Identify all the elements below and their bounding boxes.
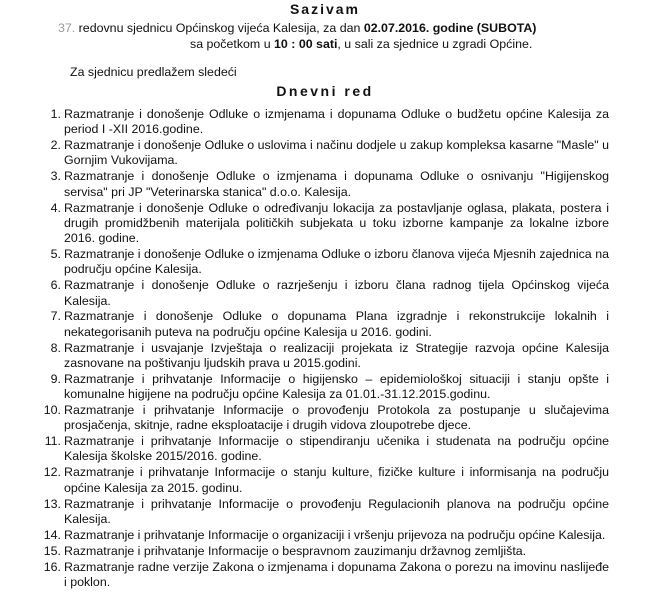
agenda-item-number: 15. [43, 543, 61, 558]
agenda-item-text: Razmatranje i donošenje Odluke o određivanju lokacija za postavljanje oglasa, plakata, postera i drugih promidžbenih materijala političkih subjekata u toku izborne kampanje za lokalne izbore 2016. godine. [64, 200, 609, 246]
agenda-item-text: Razmatranje i prihvatanje Informacije o bespravnom zauzimanju državnog zemljišta. [64, 543, 527, 558]
document-title: Sazivam [289, 1, 361, 17]
agenda-item-number: 2. [50, 138, 61, 153]
agenda-item-text: Razmatranje radne verzije Zakona o izmjenama i dopunama Zakona o porezu na imovinu naslijeđe i poklon. [64, 559, 609, 589]
agenda-title: Dnevni red [276, 83, 374, 99]
agenda-item-text: Razmatranje i donošenje Odluke o razrješenju i izboru člana radnog tijela Općinskog vijeća Kalesija. [64, 278, 609, 308]
agenda-item-text: Razmatranje i prihvatanje Informacije o provođenju Protokola za postupanje u slučajevima prosjačenja, skitnje, radne eksploatacije i drugih vidova zloupotrebe djece. [64, 402, 609, 433]
agenda-item-number: 8. [50, 340, 61, 355]
agenda-item-text: Razmatranje i usvajanje Izvještaja o realizaciji projekata iz Strategije razvoja općine Kalesija zasnovane na poštivanju ljudskih prava u 2015.godini. [64, 340, 609, 370]
agenda-item [0, 497, 609, 528]
agenda-item [0, 341, 609, 372]
session-location: , u sali za sjednice u zgradi Općine. [337, 37, 533, 51]
agenda-item [0, 138, 609, 169]
agenda-item-text: Razmatranje i prihvatanje Informacije o stipendiranju učenika i studenata na području općine Kalesija školske 2015/2016. godine. [64, 434, 609, 464]
agenda-item [0, 465, 609, 496]
session-time-prefix: sa početkom u [190, 37, 275, 51]
agenda-item-number: 16. [43, 559, 61, 574]
agenda-list [0, 107, 650, 591]
agenda-item-text: Razmatranje i prihvatanje Informacije o provođenju Regulacionih planova na području općine Kalesija. [64, 496, 609, 526]
agenda-item-text: Razmatranje i donošenje Odluke o izmjenama Odluke o izboru članova vijeća Mjesnih zajednica na području općine Kalesija. [64, 247, 609, 277]
agenda-item-number: 6. [50, 278, 61, 293]
session-intro-text: redovnu sjednicu Općinskog vijeća Kalesija, za dan [75, 21, 364, 35]
agenda-item-text: Razmatranje i donošenje Odluke o izmjenama i dopunama Odluke o budžetu općine Kalesija za period I -XII 2016.godine. [64, 107, 609, 137]
session-intro-line [58, 21, 536, 36]
session-time: 10 : 00 sati [274, 37, 338, 51]
agenda-item [0, 434, 609, 465]
agenda-item-number: 3. [50, 169, 61, 184]
agenda-item-number: 10. [43, 402, 61, 417]
agenda-item-number: 7. [50, 309, 61, 324]
agenda-item [0, 372, 609, 403]
agenda-item [0, 169, 609, 200]
agenda-item [0, 107, 609, 138]
session-number: 37. [58, 21, 76, 35]
session-time-line [190, 37, 532, 52]
agenda-item [0, 309, 609, 340]
proposal-text: Za sjednicu predlažem sledeći [70, 65, 237, 79]
agenda-item-text: Razmatranje i prihvatanje Informacije o stanju kulture, fizičke kulture i informisanja na području općine Kalesija za 2015. godinu. [64, 465, 609, 495]
agenda-item-number: 14. [43, 527, 61, 542]
agenda-item [0, 247, 609, 278]
agenda-item-number: 11. [44, 434, 61, 449]
agenda-item-number: 13. [43, 496, 61, 511]
agenda-item [0, 403, 609, 434]
agenda-item-number: 1. [50, 107, 61, 121]
agenda-item [0, 560, 609, 591]
agenda-item-text: Razmatranje i donošenje Odluke o uslovima i načinu dodjele u zakup kompleksa kasarne "Masle" u Gornjim Vukovijama. [64, 138, 609, 168]
session-date: 02.07.2016. godine (SUBOTA) [363, 21, 537, 35]
agenda-item-text: Razmatranje i prihvatanje Informacije o higijensko – epidemiološkoj situaciji i stanju opšte i komunalne higijene na području općine Kalesija za 01.01.-31.12.2015.godinu. [64, 371, 609, 402]
agenda-item-number: 9. [50, 371, 61, 386]
agenda-item [0, 528, 609, 543]
agenda-item-number: 5. [50, 247, 61, 262]
agenda-item-text: Razmatranje i donošenje Odluke o dopunama Plana izgradnje i rekonstrukcije lokalnih i nekategorisanih puteva na području općine Kalesija u 2016. godini. [64, 309, 609, 339]
agenda-item-number: 12. [43, 465, 61, 480]
agenda-item-number: 4. [50, 200, 61, 215]
agenda-item [0, 544, 609, 559]
agenda-item [0, 278, 609, 309]
agenda-item-text: Razmatranje i donošenje Odluke o izmjenama i dopunama Odluke o osnivanju "Higijenskog servisa" pri JP "Veterinarska stanica" d.o.o. Kalesija. [64, 169, 609, 199]
agenda-item [0, 201, 609, 247]
agenda-item-text: Razmatranje i prihvatanje Informacije o organizaciji i vršenju prijevoza na području općine Kalesija. [64, 527, 606, 542]
